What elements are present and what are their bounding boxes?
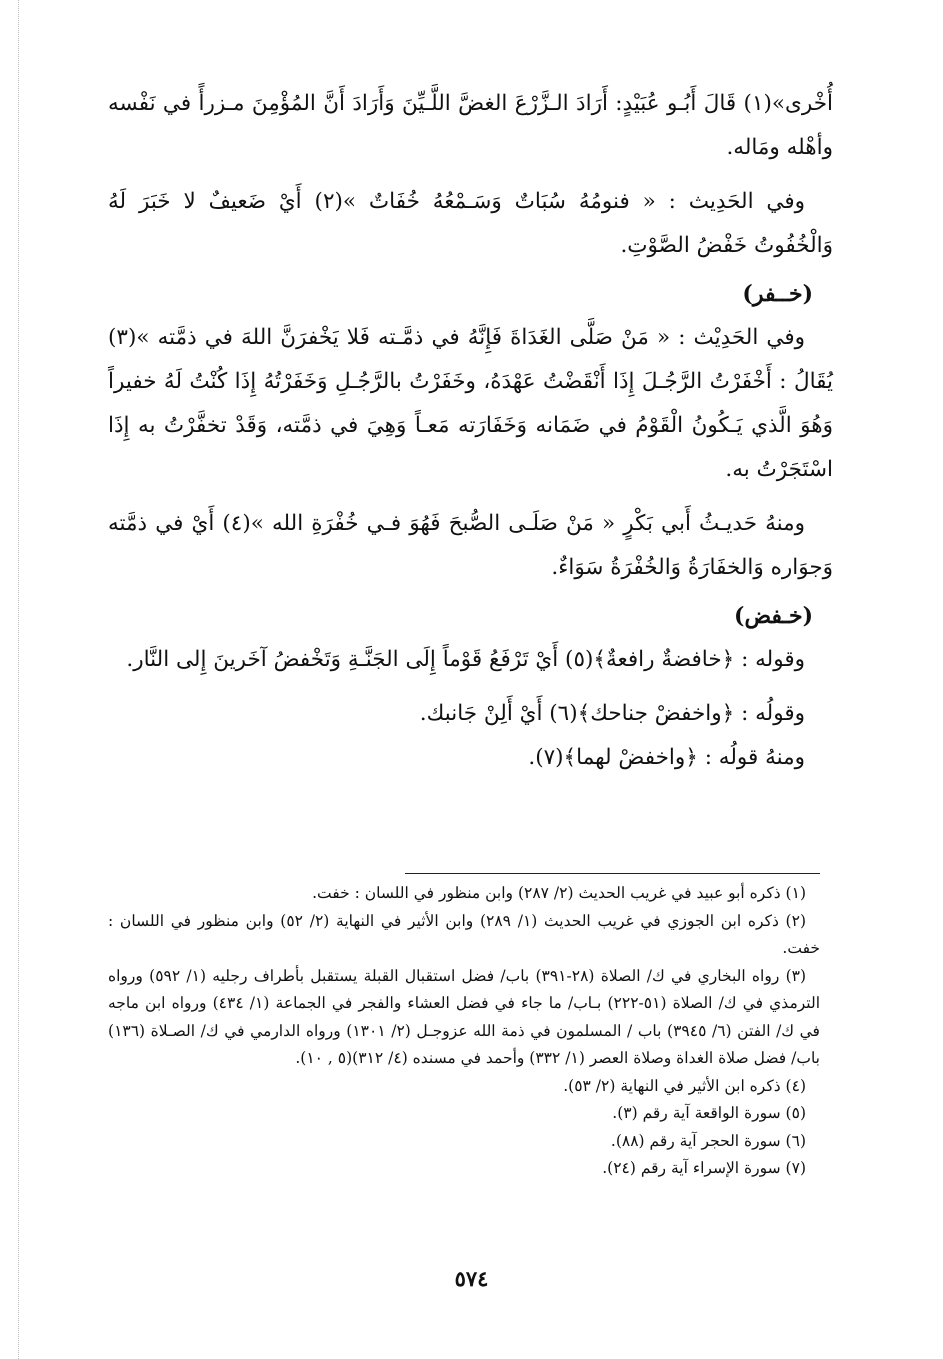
footnote-4: (٤) ذكره ابن الأثير في النهاية (٢/ ٥٣).	[563, 1076, 806, 1095]
paragraph-4: ومنهُ حَديـثُ أَبي بَكْرٍ « مَنْ صَلَـى الصُّبحَ فَهُوَ فـي خُفْرَةِ الله »(٤) أَيْ في ذمَّته وَجوَاره وَالخفَارَةُ وَالخُفْرَةُ سَوَاءٌ.	[108, 511, 833, 580]
paragraph-5: وقوله : ﴿خافضةٌ رافعةٌ﴾(٥) أَيْ تَرْفَعُ قَوْماً إِلَى الجَنَّـةِ وَتَخْفضُ آخَرينَ إِلى النَّار.	[126, 647, 805, 672]
footnote-1: (١) ذكره أبو عبيد في غريب الحديث (٢/ ٢٨٧) وابن منظور في اللسان : خفت.	[312, 884, 806, 902]
footnote-2: (٢) ذكره ابن الجوزي في غريب الحديث (١/ ٢٨٩) وابن الأثير في النهاية (٢/ ٥٢) وابن منظور في اللسان : خفت.	[108, 911, 820, 957]
paragraph-1: أُخْرى»(١) قَالَ أَبُـو عُبَيْدٍ: أَرَادَ الـزَّرْعَ الغضَّ اللَّـيِّنَ وَأَرَادَ أَنَّ المُؤْمِنَ مـزرأً في نَفْسه وأهْله ومَاله.	[108, 91, 833, 160]
page-number: ٥٧٤	[454, 1266, 489, 1291]
main-text	[108, 82, 833, 780]
footnote-5: (٥) سورة الواقعة آية رقم (٣).	[612, 1104, 806, 1122]
footnotes	[108, 880, 820, 1183]
footnote-7: (٧) سورة الإسراء آية رقم (٢٤).	[602, 1159, 806, 1177]
paragraph-3: وفي الحَدِيْث : « مَنْ صَلَّى الغَدَاةَ فَإِنَّهُ في ذمَّـته فَلا يَخْفرَنَّ اللهَ في ذمَّته »(٣) يُقَالُ : أَخْفَرْتُ الرَّجُـلَ إِذَا أَنْقَضْتُ عَهْدَهُ، وخَفَرْتُ بالرَّجُـلِ وَخَفَرْتُهُ إِذَا كُنْتُ لَهُ خفيراً وَهُوَ الَّذي يَـكُونُ الْقَوْمُ في ضَمَانه وَخَفَارَته مَعـاً وَهِيَ في ذمَّته، وَقَدْ تخفَّرْتُ به إِذَا اسْتَجَرْتُ به.	[108, 325, 833, 482]
entry-heading-khafar: (خــفر)	[742, 281, 813, 307]
entry-heading-khafd: (خـفض)	[734, 603, 813, 629]
paragraph-6: وقولُه : ﴿واخفضْ جناحك﴾(٦) أَيْ أَلِنْ جَانبك.	[419, 701, 805, 726]
footnote-6: (٦) سورة الحجر آية رقم (٨٨).	[610, 1131, 806, 1150]
paragraph-2: وفي الحَدِيث : « فنومُهُ سُبَاتٌ وَسَـمْعُهُ خُفَاتٌ »(٢) أَيْ ضَعيفٌ لا خَبَرَ لَهُ وَالْخُفُوتُ خَفْضُ الصَّوْتِ.	[108, 189, 833, 258]
footnote-3: (٣) رواه البخاري في ك/ الصلاة (٢٨-٣٩١) باب/ فضل استقبال القبلة يستقبل بأطراف رجليه (١/ ٥٩٢) ورواه الترمذي في ك/ الصلاة (٥١-٢٢٢) بـاب/ ما جاء في فضل العشاء والفجر في الجماعة (١/ ٤٣٤) ورواه ابن ماجه في ك/ الفتن (٦/ ٣٩٤٥) باب / المسلمون في ذمة الله عزوجـل (٢/ ١٣٠١) ورواه الدارمي في ك/ الصـلاة (١٣٦) باب/ فضل صلاة الغداة وصلاة العصر (١/ ٣٣٢) وأحمد في مسنده (٤/ ٣١٢)(٥ , ١٠).	[108, 966, 821, 1067]
footnote-separator	[405, 873, 820, 874]
margin-dotted-line	[18, 0, 19, 1359]
paragraph-7: ومنهُ قولُه : ﴿واخفضْ لهما﴾(٧).	[528, 745, 805, 770]
